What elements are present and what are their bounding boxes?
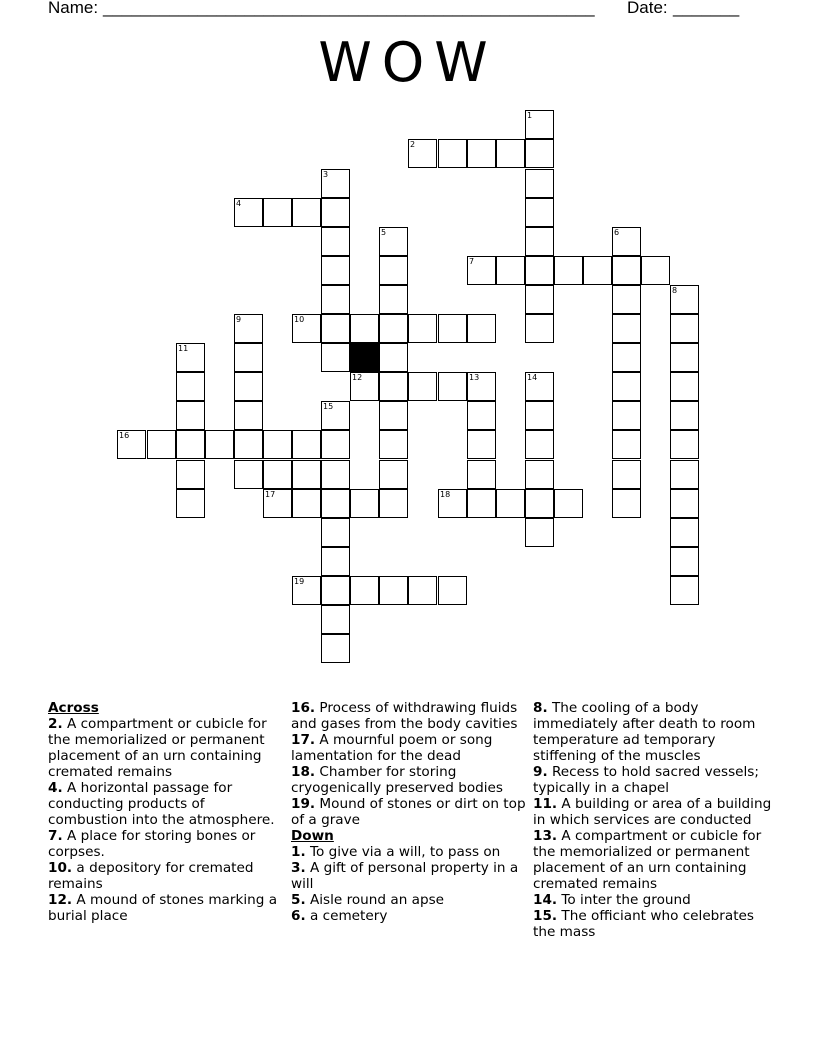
grid-cell[interactable]: [147, 430, 176, 459]
grid-cell[interactable]: [321, 489, 350, 518]
clue-number-label: 12.: [48, 892, 73, 908]
clue-number: 2: [410, 140, 416, 149]
grid-cell[interactable]: [496, 139, 525, 168]
grid-cell[interactable]: [525, 401, 554, 430]
grid-cell[interactable]: [176, 401, 205, 430]
grid-cell[interactable]: [263, 198, 292, 227]
grid-cell[interactable]: [525, 256, 554, 285]
clue-item: [291, 700, 527, 732]
grid-cell[interactable]: [321, 285, 350, 314]
grid-cell[interactable]: [234, 314, 263, 343]
clue-number: 16: [119, 431, 130, 440]
grid-cell[interactable]: [525, 430, 554, 459]
grid-cell[interactable]: [321, 634, 350, 663]
clue-number: 19: [294, 577, 305, 586]
grid-cell[interactable]: [612, 372, 641, 401]
clue-number: 15: [323, 402, 334, 411]
grid-cell[interactable]: [612, 489, 641, 518]
grid-cell[interactable]: [612, 285, 641, 314]
grid-cell[interactable]: [321, 605, 350, 634]
grid-cell[interactable]: [670, 372, 699, 401]
grid-cell[interactable]: [321, 460, 350, 489]
grid-cell[interactable]: [292, 198, 321, 227]
clue-number: 8: [672, 286, 678, 295]
clue-number-label: 17.: [291, 732, 316, 748]
grid-cell[interactable]: [263, 430, 292, 459]
grid-cell[interactable]: [379, 227, 408, 256]
clue-number: 12: [352, 373, 363, 382]
grid-cell[interactable]: [234, 460, 263, 489]
grid-cell[interactable]: [321, 227, 350, 256]
grid-cell[interactable]: [292, 460, 321, 489]
clue-number-label: 10.: [48, 860, 73, 876]
grid-cell[interactable]: [554, 256, 583, 285]
grid-cell[interactable]: [379, 401, 408, 430]
grid-cell[interactable]: [525, 518, 554, 547]
grid-cell[interactable]: [263, 489, 292, 518]
grid-cell[interactable]: [379, 256, 408, 285]
clue-number-label: 18.: [291, 764, 316, 780]
clue-item: [533, 796, 773, 828]
grid-cell[interactable]: [321, 401, 350, 430]
grid-cell[interactable]: [496, 489, 525, 518]
grid-cell[interactable]: [350, 372, 379, 401]
grid-cell[interactable]: [292, 576, 321, 605]
clue-text: To give via a will, to pass on: [309, 844, 501, 860]
grid-cell[interactable]: [525, 372, 554, 401]
grid-cell[interactable]: [670, 285, 699, 314]
clue-text: A compartment or cubicle for the memorialized or permanent placement of an urn containing cremated remains: [48, 716, 267, 780]
clue-number-label: 8.: [533, 700, 548, 716]
clue-text: A mournful poem or song lamentation for the dead: [291, 732, 493, 764]
clue-number-label: 6.: [291, 908, 306, 924]
clue-item: [291, 844, 527, 860]
clue-number-label: 15.: [533, 908, 558, 924]
grid-cell[interactable]: [350, 576, 379, 605]
grid-cell[interactable]: [379, 430, 408, 459]
grid-cell[interactable]: [263, 460, 292, 489]
grid-cell[interactable]: [525, 489, 554, 518]
clue-item: [291, 892, 527, 908]
grid-cell[interactable]: [612, 401, 641, 430]
clue-text: A gift of personal property in a will: [291, 860, 519, 892]
clue-text: The cooling of a body immediately after death to room temperature ad temporary stiffening of the muscles: [533, 700, 756, 764]
grid-cell[interactable]: [670, 401, 699, 430]
clue-item: [48, 892, 284, 924]
grid-cell[interactable]: [408, 372, 437, 401]
clue-number: 13: [469, 373, 480, 382]
grid-cell[interactable]: [321, 547, 350, 576]
grid-cell[interactable]: [321, 314, 350, 343]
clue-text: Mound of stones or dirt on top of a grave: [291, 796, 526, 828]
grid-cell[interactable]: [117, 430, 146, 459]
grid-cell[interactable]: [438, 372, 467, 401]
clue-number-label: 13.: [533, 828, 558, 844]
grid-cell[interactable]: [641, 256, 670, 285]
grid-cell[interactable]: [525, 110, 554, 139]
grid-cell[interactable]: [612, 343, 641, 372]
clue-text: a depository for cremated remains: [48, 860, 254, 892]
clue-column-1: [48, 700, 284, 924]
grid-cell[interactable]: [379, 285, 408, 314]
grid-cell[interactable]: [438, 139, 467, 168]
puzzle-title: WOW: [318, 31, 498, 94]
grid-cell[interactable]: [176, 430, 205, 459]
clue-text: A horizontal passage for conducting products of combustion into the atmosphere.: [48, 780, 275, 828]
grid-cell[interactable]: [234, 198, 263, 227]
across-heading: Across: [48, 700, 99, 716]
clue-text: A mound of stones marking a burial place: [48, 892, 278, 924]
grid-cell[interactable]: [408, 576, 437, 605]
grid-cell[interactable]: [583, 256, 612, 285]
clue-text: A place for storing bones or corpses.: [48, 828, 256, 860]
grid-cell[interactable]: [176, 372, 205, 401]
clue-number-label: 16.: [291, 700, 316, 716]
clue-column-3: [533, 700, 773, 940]
clue-item: [291, 860, 527, 892]
clue-number: 10: [294, 315, 305, 324]
clue-number: 17: [265, 490, 276, 499]
grid-cell[interactable]: [467, 256, 496, 285]
blocked-cell: [350, 343, 379, 372]
grid-cell[interactable]: [176, 489, 205, 518]
grid-cell[interactable]: [467, 372, 496, 401]
clue-item: [533, 892, 773, 908]
clue-number: 14: [527, 373, 538, 382]
clue-item: [533, 908, 773, 940]
grid-cell[interactable]: [467, 489, 496, 518]
grid-cell[interactable]: [525, 227, 554, 256]
clue-number-label: 7.: [48, 828, 63, 844]
clue-item: [533, 828, 773, 892]
clue-item: [291, 764, 527, 796]
grid-cell[interactable]: [670, 547, 699, 576]
clue-item: [291, 908, 527, 924]
grid-cell[interactable]: [670, 460, 699, 489]
grid-cell[interactable]: [612, 430, 641, 459]
clue-column-2: [291, 700, 527, 924]
clue-item: [48, 780, 284, 828]
clue-text: a cemetery: [309, 908, 388, 924]
grid-cell[interactable]: [379, 314, 408, 343]
grid-cell[interactable]: [321, 343, 350, 372]
grid-cell[interactable]: [496, 256, 525, 285]
clue-text: A building or area of a building in which services are conducted: [533, 796, 772, 828]
clue-item: [291, 732, 527, 764]
grid-cell[interactable]: [438, 314, 467, 343]
grid-cell[interactable]: [205, 430, 234, 459]
grid-cell[interactable]: [670, 343, 699, 372]
grid-cell[interactable]: [176, 343, 205, 372]
grid-cell[interactable]: [525, 198, 554, 227]
grid-cell[interactable]: [408, 139, 437, 168]
grid-cell[interactable]: [525, 314, 554, 343]
grid-cell[interactable]: [525, 460, 554, 489]
clue-text: A compartment or cubicle for the memorialized or permanent placement of an urn containing cremated remains: [533, 828, 762, 892]
clue-number: 9: [236, 315, 242, 324]
clue-number-label: 2.: [48, 716, 63, 732]
clue-number: 6: [614, 228, 620, 237]
grid-cell[interactable]: [234, 372, 263, 401]
date-label: Date:: [627, 0, 668, 17]
name-label: Name:: [48, 0, 99, 17]
clue-number-label: 5.: [291, 892, 306, 908]
clue-number-label: 9.: [533, 764, 548, 780]
grid-cell[interactable]: [467, 460, 496, 489]
grid-cell[interactable]: [234, 401, 263, 430]
grid-cell[interactable]: [612, 256, 641, 285]
grid-cell[interactable]: [467, 314, 496, 343]
grid-cell[interactable]: [438, 489, 467, 518]
grid-cell[interactable]: [612, 227, 641, 256]
clue-number: 3: [323, 170, 329, 179]
grid-cell[interactable]: [292, 314, 321, 343]
clue-number-label: 3.: [291, 860, 306, 876]
grid-cell[interactable]: [379, 343, 408, 372]
date-field-line[interactable]: _______: [673, 0, 740, 17]
grid-cell[interactable]: [350, 489, 379, 518]
clue-number: 1: [527, 111, 533, 120]
grid-cell[interactable]: [438, 576, 467, 605]
clue-number: 18: [440, 490, 451, 499]
grid-cell[interactable]: [612, 314, 641, 343]
grid-cell[interactable]: [467, 139, 496, 168]
grid-cell[interactable]: [321, 198, 350, 227]
grid-cell[interactable]: [292, 430, 321, 459]
grid-cell[interactable]: [321, 430, 350, 459]
clue-number: 7: [469, 257, 475, 266]
grid-cell[interactable]: [379, 460, 408, 489]
clue-item: [48, 716, 284, 780]
clue-number: 5: [381, 228, 387, 237]
clue-text: Recess to hold sacred vessels; typically in a chapel: [533, 764, 759, 796]
clue-text: Aisle round an apse: [309, 892, 445, 908]
grid-cell[interactable]: [234, 343, 263, 372]
grid-cell[interactable]: [554, 489, 583, 518]
clue-item: [291, 796, 527, 828]
clue-number-label: 11.: [533, 796, 558, 812]
grid-cell[interactable]: [467, 401, 496, 430]
clue-number-label: 19.: [291, 796, 316, 812]
grid-cell[interactable]: [350, 314, 379, 343]
clue-number: 4: [236, 199, 242, 208]
grid-cell[interactable]: [525, 285, 554, 314]
clue-text: The officiant who celebrates the mass: [533, 908, 755, 940]
clue-number-label: 1.: [291, 844, 306, 860]
grid-cell[interactable]: [612, 460, 641, 489]
grid-cell[interactable]: [670, 314, 699, 343]
grid-cell[interactable]: [379, 489, 408, 518]
grid-cell[interactable]: [670, 576, 699, 605]
down-heading: Down: [291, 828, 334, 844]
grid-cell[interactable]: [525, 139, 554, 168]
grid-cell[interactable]: [321, 256, 350, 285]
grid-cell[interactable]: [525, 169, 554, 198]
clue-text: Chamber for storing cryogenically preserved bodies: [291, 764, 504, 796]
clue-item: [48, 860, 284, 892]
grid-cell[interactable]: [321, 576, 350, 605]
grid-cell[interactable]: [408, 314, 437, 343]
clue-number-label: 4.: [48, 780, 63, 796]
grid-cell[interactable]: [234, 430, 263, 459]
clue-number: 11: [178, 344, 189, 353]
clue-text: Process of withdrawing fluids and gases from the body cavities: [291, 700, 518, 732]
grid-cell[interactable]: [670, 489, 699, 518]
grid-cell[interactable]: [670, 430, 699, 459]
name-field-line[interactable]: ____________________________________________________: [103, 0, 595, 17]
grid-cell[interactable]: [467, 430, 496, 459]
clue-item: [533, 764, 773, 796]
grid-cell[interactable]: [321, 169, 350, 198]
grid-cell[interactable]: [379, 372, 408, 401]
grid-cell[interactable]: [379, 576, 408, 605]
grid-cell[interactable]: [670, 518, 699, 547]
grid-cell[interactable]: [321, 518, 350, 547]
clue-item: [533, 700, 773, 764]
clue-item: [48, 828, 284, 860]
clue-text: To inter the ground: [561, 892, 691, 908]
grid-cell[interactable]: [292, 489, 321, 518]
grid-cell[interactable]: [176, 460, 205, 489]
clue-number-label: 14.: [533, 892, 558, 908]
